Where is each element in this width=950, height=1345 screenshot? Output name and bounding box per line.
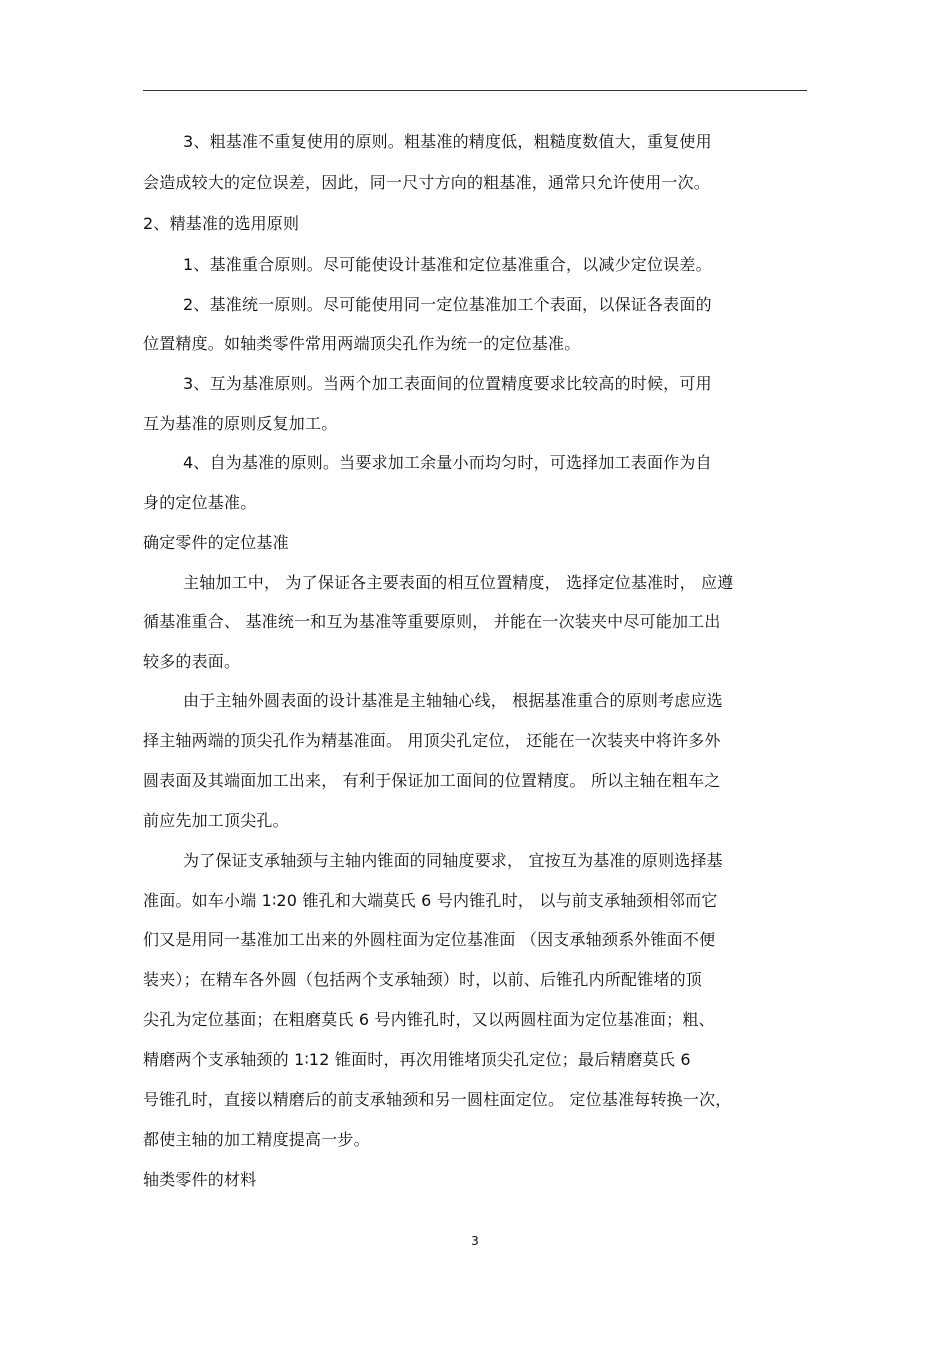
section-heading: 2、精基准的选用原则 [143, 214, 300, 233]
text-line: 择主轴两端的顶尖孔作为精基准面。 用顶尖孔定位， 还能在一次装夹中将许多外 [143, 731, 721, 750]
text-line: 号锥孔时，直接以精磨后的前支承轴颈和另一圆柱面定位。 定位基准每转换一次， [143, 1090, 732, 1109]
text-line: 们又是用同一基准加工出来的外圆柱面为定位基准面 （因支承轴颈系外锥面不便 [143, 930, 716, 949]
text-line: 精磨两个支承轴颈的 1∶12 锥面时，再次用锥堵顶尖孔定位；最后精磨莫氏 6 [143, 1050, 691, 1069]
text-line: 3、粗基准不重复使用的原则。粗基准的精度低，粗糙度数值大，重复使用 [183, 132, 712, 151]
text-line: 4、自为基准的原则。当要求加工余量小而均匀时，可选择加工表面作为自 [183, 453, 712, 472]
text-line: 互为基准的原则反复加工。 [143, 414, 338, 433]
text-line: 由于主轴外圆表面的设计基准是主轴轴心线， 根据基准重合的原则考虑应选 [183, 691, 723, 710]
text-line: 身的定位基准。 [143, 493, 257, 512]
text-line: 1、基准重合原则。尽可能使设计基准和定位基准重合，以减少定位误差。 [183, 255, 712, 274]
text-line: 都使主轴的加工精度提高一步。 [143, 1130, 370, 1149]
text-line: 装夹）；在精车各外圆（包括两个支承轴颈）时，以前、后锥孔内所配锥堵的顶 [143, 970, 703, 989]
text-line: 2、基准统一原则。尽可能使用同一定位基准加工个表面，以保证各表面的 [183, 295, 712, 314]
section-heading: 轴类零件的材料 [143, 1170, 257, 1189]
text-line: 尖孔为定位基面；在粗磨莫氏 6 号内锥孔时，又以两圆柱面为定位基准面；粗、 [143, 1010, 715, 1029]
text-line: 圆表面及其端面加工出来， 有利于保证加工面间的位置精度。 所以主轴在粗车之 [143, 771, 721, 790]
text-line: 较多的表面。 [143, 652, 241, 671]
text-line: 3、互为基准原则。当两个加工表面间的位置精度要求比较高的时候，可用 [183, 374, 712, 393]
text-line: 主轴加工中， 为了保证各主要表面的相互位置精度， 选择定位基准时， 应遵 [183, 573, 734, 592]
text-line: 会造成较大的定位误差，因此，同一尺寸方向的粗基准，通常只允许使用一次。 [143, 173, 711, 192]
text-line: 准面。如车小端 1∶20 锥孔和大端莫氏 6 号内锥孔时， 以与前支承轴颈相邻而它 [143, 891, 718, 910]
header-rule [143, 90, 807, 91]
text-line: 为了保证支承轴颈与主轴内锥面的同轴度要求， 宜按互为基准的原则选择基 [183, 851, 723, 870]
page-number: 3 [471, 1234, 479, 1248]
text-line: 前应先加工顶尖孔。 [143, 811, 289, 830]
text-line: 位置精度。如轴类零件常用两端顶尖孔作为统一的定位基准。 [143, 334, 581, 353]
section-heading: 确定零件的定位基准 [143, 533, 289, 552]
text-line: 循基准重合、 基准统一和互为基准等重要原则， 并能在一次装夹中尽可能加工出 [143, 612, 721, 631]
